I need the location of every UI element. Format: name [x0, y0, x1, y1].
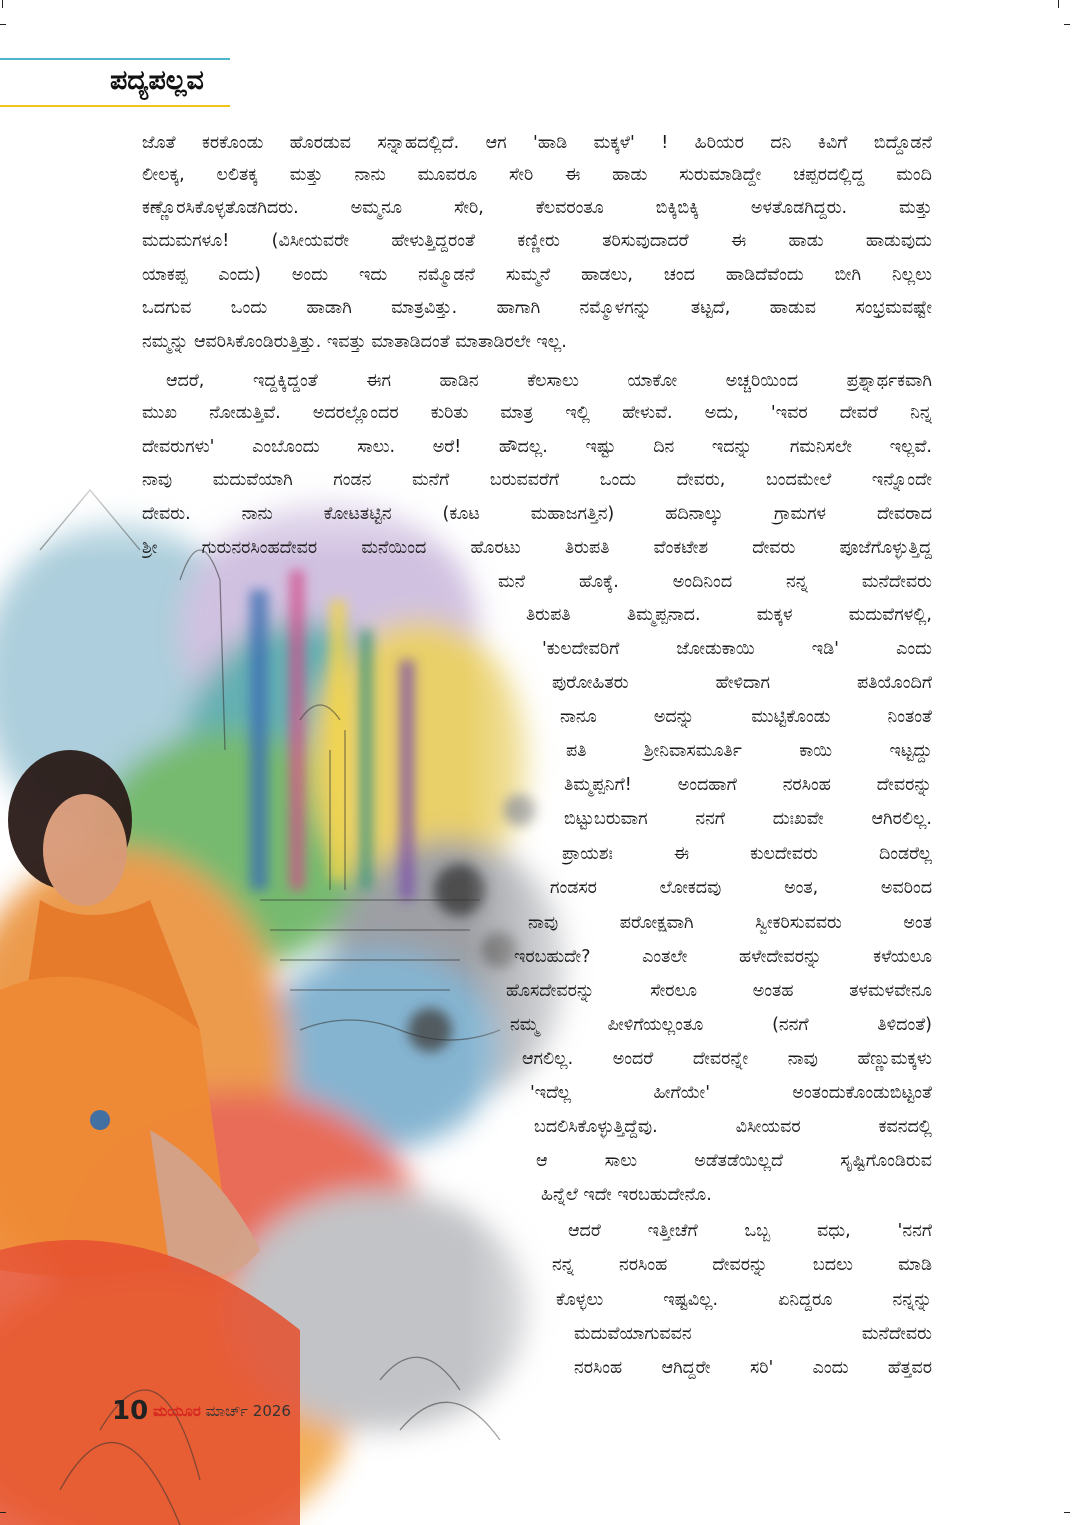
text-line: ನಾವು ಪರೋಕ್ಷವಾಗಿ ಸ್ವೀಕರಿಸುವವರು ಅಂತ [528, 913, 932, 933]
text-line: ದೇವರು. ನಾನು ಕೋಟತಟ್ಟಿನ (ಕೂಟ ಮಹಾಜಗತ್ತಿನ) ಹದಿನಾಲ್ಕು ಗ್ರಾಮಗಳ ದೇವರಾದ [142, 504, 932, 524]
text-line: ಇರಬಹುದೇ? ಎಂತಲೇ ಹಳೇದೇವರನ್ನು ಕಳೆಯಲೂ [514, 947, 932, 967]
text-line: ನಮ್ಮನ್ನು ಆವರಿಸಿಕೊಂಡಿರುತ್ತಿತ್ತು. ಇವತ್ತು ಮಾತಾಡಿದಂತೆ ಮಾತಾಡಿರಲೇ ಇಲ್ಲ. [142, 332, 567, 352]
text-line: ತಿಮ್ಮಪ್ಪನಿಗೆ! ಅಂದಹಾಗೆ ನರಸಿಂಹ ದೇವರನ್ನು [564, 775, 932, 795]
page-footer [112, 1396, 291, 1426]
text-line: ಮದುಮಗಳೂ! (ವಿಸೀಯವರೇ ಹೇಳುತ್ತಿದ್ದರಂತೆ ಕಣ್ಣೀರು ತರಿಸುವುದಾದರೆ ಈ ಹಾಡು ಹಾಡುವುದು [142, 231, 932, 251]
text-line: ಕಣ್ಣೊರಸಿಕೊಳ್ಳತೊಡಗಿದರು. ಅಮ್ಮನೂ ಸೇರಿ, ಕೆಲವರಂತೂ ಬಿಕ್ಕಿಬಿಕ್ಕಿ ಅಳತೊಡಗಿದ್ದರು. ಮತ್ತು [142, 198, 932, 218]
magazine-name: ಮಯೂರ [152, 1402, 201, 1420]
header-bottom-rule [0, 105, 230, 107]
text-line: ಪುರೋಹಿತರು ಹೇಳಿದಾಗ ಪತಿಯೊಂದಿಗೆ [552, 673, 932, 693]
text-line: ತಿರುಪತಿ ತಿಮ್ಮಪ್ಪನಾದ. ಮಕ್ಕಳ ಮದುವೆಗಳಲ್ಲಿ, [526, 605, 932, 625]
text-line: ನಾನೂ ಅದನ್ನು ಮುಟ್ಟಿಕೊಂಡು ನಿಂತಂತೆ [560, 707, 932, 727]
crop-mark [0, 1512, 6, 1513]
crop-mark [1064, 1512, 1070, 1513]
text-line: ಪತಿ ಶ್ರೀನಿವಾಸಮೂರ್ತಿ ಕಾಯಿ ಇಟ್ಟದ್ದು [566, 741, 932, 761]
text-line: ಆದರೆ ಇತ್ತೀಚೆಗೆ ಒಬ್ಬ ವಧು, 'ನನಗೆ [568, 1221, 932, 1241]
text-line: ಆ ಸಾಲು ಅಡೆತಡೆಯಿಲ್ಲದೆ ಸೃಷ್ಟಿಗೊಂಡಿರುವ [536, 1151, 932, 1171]
text-line: 'ಕುಲದೇವರಿಗೆ ಜೋಡುಕಾಯಿ ಇಡಿ' ಎಂದು [542, 639, 932, 659]
text-line: 'ಇದೆಲ್ಲ ಹೀಗೆಯೇ' ಅಂತಂದುಕೊಂಡುಬಿಟ್ಟಂತೆ [530, 1083, 932, 1103]
text-line: ಯಾಕಪ್ಪ ಎಂದು) ಅಂದು ಇದು ನಮ್ಮೊಡನೆ ಸುಮ್ಮನೆ ಹಾಡಲು, ಚಂದ ಹಾಡಿದೆವೆಂದು ಬೀಗಿ ನಿಲ್ಲಲು [142, 265, 932, 285]
section-title: ಪದ್ಯಪಲ್ಲವ [110, 65, 204, 96]
text-line: ದೇವರುಗಳು' ಎಂಬೊಂದು ಸಾಲು. ಅರೆ! ಹೌದಲ್ಲ. ಇಷ್ಟು ದಿನ ಇದನ್ನು ಗಮನಿಸಲೇ ಇಲ್ಲವೆ. [142, 437, 932, 457]
text-line: ಶ್ರೀ ಗುರುನರಸಿಂಹದೇವರ ಮನೆಯಿಂದ ಹೊರಟು ತಿರುಪತಿ ವೆಂಕಟೇಶ ದೇವರು ಪೂಜೆಗೊಳ್ಳುತ್ತಿದ್ದ [142, 538, 932, 558]
text-line: ಲೀಲಕ್ಕ, ಲಲಿತಕ್ಕ ಮತ್ತು ನಾನು ಮೂವರೂ ಸೇರಿ ಈ ಹಾಡು ಸುರುಮಾಡಿದ್ದೇ ಚಪ್ಪರದಲ್ಲಿದ್ದ ಮಂದಿ [142, 165, 932, 185]
text-line: ಗಂಡಸರ ಲೋಕದವು ಅಂತ, ಅವರಿಂದ [550, 878, 932, 898]
text-line: ಆದರೆ, ಇದ್ದಕ್ಕಿದ್ದಂತೆ ಈಗ ಹಾಡಿನ ಕೆಲಸಾಲು ಯಾಕೋ ಅಚ್ಚರಿಯಿಂದ ಪ್ರಶ್ನಾರ್ಥಕವಾಗಿ [166, 371, 932, 391]
text-line: ಹಿನ್ನೆಲೆ ಇದೇ ಇರಬಹುದೇನೊ. [541, 1185, 712, 1205]
crop-mark [2, 0, 3, 8]
text-line: ನನ್ನ ನರಸಿಂಹ ದೇವರನ್ನು ಬದಲು ಮಾಡಿ [552, 1255, 932, 1275]
section-header [0, 58, 230, 110]
text-line: ಒದಗುವ ಒಂದು ಹಾಡಾಗಿ ಮಾತ್ರವಿತ್ತು. ಹಾಗಾಗಿ ನಮ್ಮೊಳಗನ್ನು ತಟ್ಟದೆ, ಹಾಡುವ ಸಂಭ್ರಮವಷ್ಟೇ [142, 298, 932, 318]
text-line: ನಮ್ಮ ಪೀಳಿಗೆಯಲ್ಲಂತೂ (ನನಗೆ ತಿಳಿದಂತೆ) [510, 1015, 932, 1035]
text-line: ನಾವು ಮದುವೆಯಾಗಿ ಗಂಡನ ಮನೆಗೆ ಬರುವವರೆಗೆ ಒಂದು ದೇವರು, ಬಂದಮೇಲೆ ಇನ್ನೊಂದೇ [142, 470, 932, 490]
text-line: ಮದುವೆಯಾಗುವವನ ಮನೆದೇವರು [574, 1324, 932, 1344]
crop-mark [0, 24, 6, 25]
text-line: ನರಸಿಂಹ ಆಗಿದ್ದರೇ ಸರಿ' ಎಂದು ಹೆತ್ತವರ [574, 1358, 932, 1378]
text-line: ಮುಖ ನೋಡುತ್ತಿವೆ. ಅದರಲ್ಲೊಂದರ ಕುರಿತು ಮಾತ್ರ ಇಲ್ಲಿ ಹೇಳುವೆ. ಅದು, 'ಇವರ ದೇವರೆ ನಿನ್ನ [142, 403, 932, 423]
text-line: ಬದಲಿಸಿಕೊಳ್ಳುತ್ತಿದ್ದೆವು. ವಿಸೀಯವರ ಕವನದಲ್ಲಿ [534, 1117, 932, 1137]
text-line: ಜೊತೆ ಕರಕೊಂಡು ಹೊರಡುವ ಸನ್ನಾಹದಲ್ಲಿದೆ. ಆಗ 'ಹಾಡಿ ಮಕ್ಕಳೆ' ! ಹಿರಿಯರ ದನಿ ಕಿವಿಗೆ ಬಿದ್ದೊಡನೆ [142, 133, 932, 153]
text-line: ಬಿಟ್ಟುಬರುವಾಗ ನನಗೆ ದುಃಖವೇ ಆಗಿರಲಿಲ್ಲ. [564, 809, 932, 829]
text-line: ಪ್ರಾಯಶಃ ಈ ಕುಲದೇವರು ದಿಂಡರೆಲ್ಲ [562, 844, 932, 864]
page-number: 10 [112, 1396, 149, 1426]
header-top-rule [0, 58, 230, 60]
issue-date: ಮಾರ್ಚ್ 2026 [205, 1402, 291, 1420]
crop-mark [1064, 24, 1070, 25]
text-line: ಮನೆ ಹೊಕ್ಕೆ. ಅಂದಿನಿಂದ ನನ್ನ ಮನೆದೇವರು [498, 572, 932, 592]
text-line: ಹೊಸದೇವರನ್ನು ಸೇರಲೂ ಅಂತಹ ತಳಮಳವೇನೂ [506, 981, 932, 1001]
text-line: ಆಗಲಿಲ್ಲ. ಅಂದರೆ ದೇವರನ್ನೇ ನಾವು ಹೆಣ್ಣುಮಕ್ಕಳು [522, 1049, 932, 1069]
crop-mark [1058, 0, 1059, 8]
text-line: ಕೊಳ್ಳಲು ಇಷ್ಟವಿಲ್ಲ. ಏನಿದ್ದರೂ ನನ್ನನ್ನು [556, 1290, 932, 1310]
